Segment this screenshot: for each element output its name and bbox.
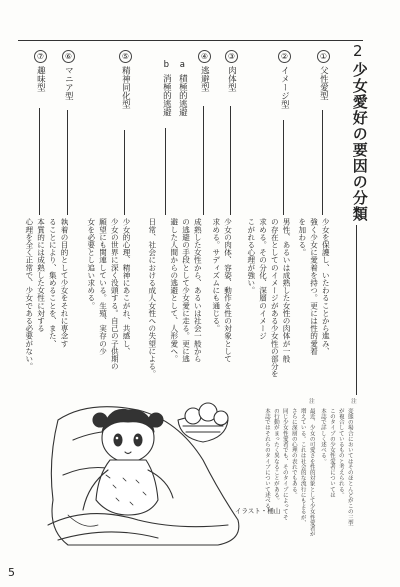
section-title: 少女愛好の要因の分類 (350, 62, 369, 222)
section-number: 2 (353, 42, 363, 60)
sub-a-num: a (177, 60, 188, 70)
cat5-number: ⑤ (119, 50, 132, 63)
girl-illustration (28, 380, 268, 550)
sub-a-label: 積極的逃避 (177, 74, 188, 117)
note2-label: 注 (307, 398, 314, 404)
cat4-rule (203, 106, 204, 215)
cat4-number: ④ (198, 50, 211, 63)
cat3-label: 肉体型 (226, 66, 237, 92)
sub-text: 日常、社会における成人女性への失望による。 (147, 218, 157, 378)
title-rule (356, 225, 357, 395)
cat5-text: 少女的心理、精神にあこがれ、共感し、 少女の世界に深く没頭する。自己の子供期の 願望にも関連している。生殖、実存の少 女を必要とし追い求める。 (86, 218, 132, 370)
cat7-rule (39, 108, 40, 215)
cat2-label: イメージ型 (279, 66, 290, 109)
cat7-number: ⑦ (34, 50, 47, 63)
cat6-text: 執着の目的として少女をそれに専念す ることにより、集めることを、また、 本質的には成熟した女性に対する 心理を全く正常で、少女である必要がない。 (24, 218, 70, 370)
girl-dress-shape (96, 460, 158, 515)
cat4-text: 成熟した女性から、あるいは社会一般から の逃避の手段として少女愛に走る。更に逃 避した人間からの逃避として、人形愛へ。 (169, 218, 203, 363)
cat1-rule (322, 110, 323, 215)
cat3-text: 少女の肉体、容姿、動作を性の対象として 求める。サディズムにも通じる。 (211, 218, 233, 363)
cat2-rule (283, 120, 284, 215)
page-number: 5 (8, 566, 15, 579)
cat7-label: 趣味型 (35, 66, 46, 92)
note2-text: 最近、少女の可愛さを性的対象として少女性愛者が 増えている。これは社会的な流行にもよるが、 さらに深層の心理の表れでもある。 同じ少女性愛者でも、そのタイプによってそ の行動がまったく異なることがある。 本誌ではそれらのタイプについて述べる。 (263, 408, 315, 537)
sub-b-label: 消極的逃避 (161, 74, 172, 117)
sub-b-num: b (161, 60, 172, 70)
header-rule (18, 40, 363, 41)
note1-text: 変態の場合においてはそのほとんどがこの三型 が複合しているものと考えられる。 このタイプの少女性愛者については 本誌で詳しく述べる。 (319, 408, 353, 526)
cat5-label: 精神同化型 (120, 66, 131, 109)
cat6-number: ⑥ (62, 50, 75, 63)
cat1-text: 少女を保護し、いたわることから進み、 強く少女に愛着を持つ。更には性的愛着 を加わる。 (297, 218, 331, 355)
cat1-label: 父性愛型 (318, 66, 329, 100)
cat3-rule (230, 106, 231, 215)
cat6-rule (67, 110, 68, 215)
cat5-rule (124, 130, 125, 215)
illustration-credit: イラスト・桶山 (235, 507, 281, 515)
note1-label: 注 (349, 398, 356, 404)
cat3-number: ③ (225, 50, 238, 63)
cat6-label: マニア型 (63, 66, 74, 100)
cat4-label: 逃避型 (199, 66, 210, 92)
cat1-number: ① (317, 50, 330, 63)
cat2-text: 男性、あるいは成熟した女性の肉体が一般 の存在としてのイメージがある少女性の部分を 求める。その分化、深層のイメージ こがれる心理が強い。 (246, 218, 292, 378)
sub-rule (165, 128, 166, 215)
cat2-number: ② (278, 50, 291, 63)
